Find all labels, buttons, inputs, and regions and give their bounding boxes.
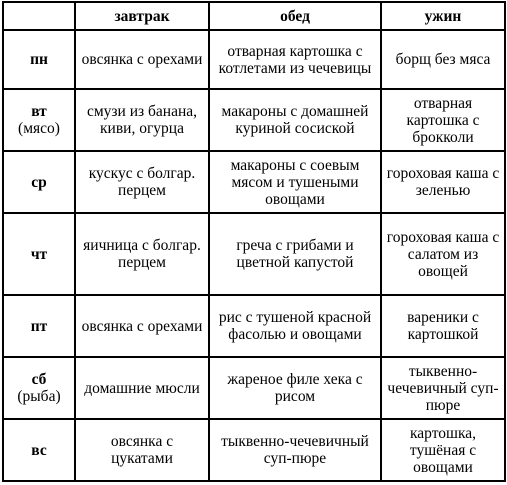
dinner-text: вареники с картошкой [407, 309, 479, 343]
dinner-text: картошка, тушёная с овощами [409, 424, 477, 476]
breakfast-cell [75, 151, 209, 213]
day-name: пн [30, 51, 48, 68]
dinner-text: гороховая каша с салатом из овощей [386, 228, 500, 280]
dinner-cell [381, 89, 505, 151]
dinner-text: борщ без мяса [395, 51, 491, 68]
lunch-cell [209, 357, 381, 419]
day-cell [3, 151, 75, 213]
dinner-cell [381, 357, 505, 419]
breakfast-text: смузи из банана, киви, огурца [86, 103, 197, 137]
table-row [3, 357, 505, 419]
header-row [3, 2, 505, 30]
lunch-text: отварная картошка с котлетами из чечевицы [218, 42, 372, 77]
breakfast-text: домашние мюсли [84, 379, 200, 397]
lunch-cell [209, 419, 381, 481]
table-row [3, 89, 505, 151]
day-name: ср [31, 173, 47, 191]
breakfast-text: овсянка с цукатами [110, 433, 174, 467]
day-note: (рыба) [17, 388, 61, 405]
dinner-text: тыквенно-чечевичный суп-пюре [387, 362, 499, 414]
day-name: вт [31, 103, 47, 120]
day-cell [3, 213, 75, 295]
dinner-cell [381, 213, 505, 295]
breakfast-text: кускус с болгар. перцем [88, 165, 196, 199]
breakfast-cell [75, 357, 209, 419]
lunch-text: макароны с соевым мясом и тушеными овощами [230, 156, 360, 208]
header-lunch: обед [209, 2, 381, 30]
table-row [3, 30, 505, 89]
day-name: пт [30, 317, 48, 335]
day-cell [3, 357, 75, 419]
header-day [3, 2, 75, 30]
breakfast-text: овсянка с орехами [81, 51, 203, 68]
table-row [3, 295, 505, 357]
lunch-cell [209, 295, 381, 357]
day-cell [3, 30, 75, 89]
breakfast-cell [75, 295, 209, 357]
lunch-text: макароны с домашней куриной сосиской [221, 103, 369, 137]
dinner-cell [381, 419, 505, 481]
dinner-cell [381, 30, 505, 89]
lunch-cell [209, 89, 381, 151]
lunch-text: тыквенно-чечевичный суп-пюре [221, 433, 369, 467]
dinner-cell [381, 151, 505, 213]
dinner-text: гороховая каша с зеленью [386, 165, 500, 199]
breakfast-cell [75, 213, 209, 295]
breakfast-text: овсянка с орехами [81, 317, 203, 335]
day-name: чт [30, 245, 48, 263]
lunch-cell [209, 30, 381, 89]
day-cell [3, 295, 75, 357]
header-breakfast: завтрак [75, 2, 209, 30]
weekly-menu-table [2, 1, 506, 482]
lunch-cell [209, 213, 381, 295]
day-name: вс [31, 441, 47, 459]
dinner-cell [381, 295, 505, 357]
day-note: (мясо) [18, 120, 60, 137]
dinner-text: отварная картошка с брокколи [406, 94, 480, 146]
lunch-text: жареное филе хека с рисом [227, 371, 363, 405]
breakfast-cell [75, 89, 209, 151]
day-cell [3, 419, 75, 481]
lunch-cell [209, 151, 381, 213]
lunch-text: рис с тушеной красной фасолью и овощами [218, 309, 372, 343]
breakfast-cell [75, 30, 209, 89]
day-cell [3, 89, 75, 151]
table-row [3, 419, 505, 481]
header-dinner: ужин [381, 2, 505, 30]
breakfast-cell [75, 419, 209, 481]
day-name: сб [31, 371, 47, 388]
table-row [3, 151, 505, 213]
breakfast-text: яичница с болгар. перцем [83, 237, 201, 271]
table-row [3, 213, 505, 295]
lunch-text: греча с грибами и цветной капустой [236, 237, 354, 271]
